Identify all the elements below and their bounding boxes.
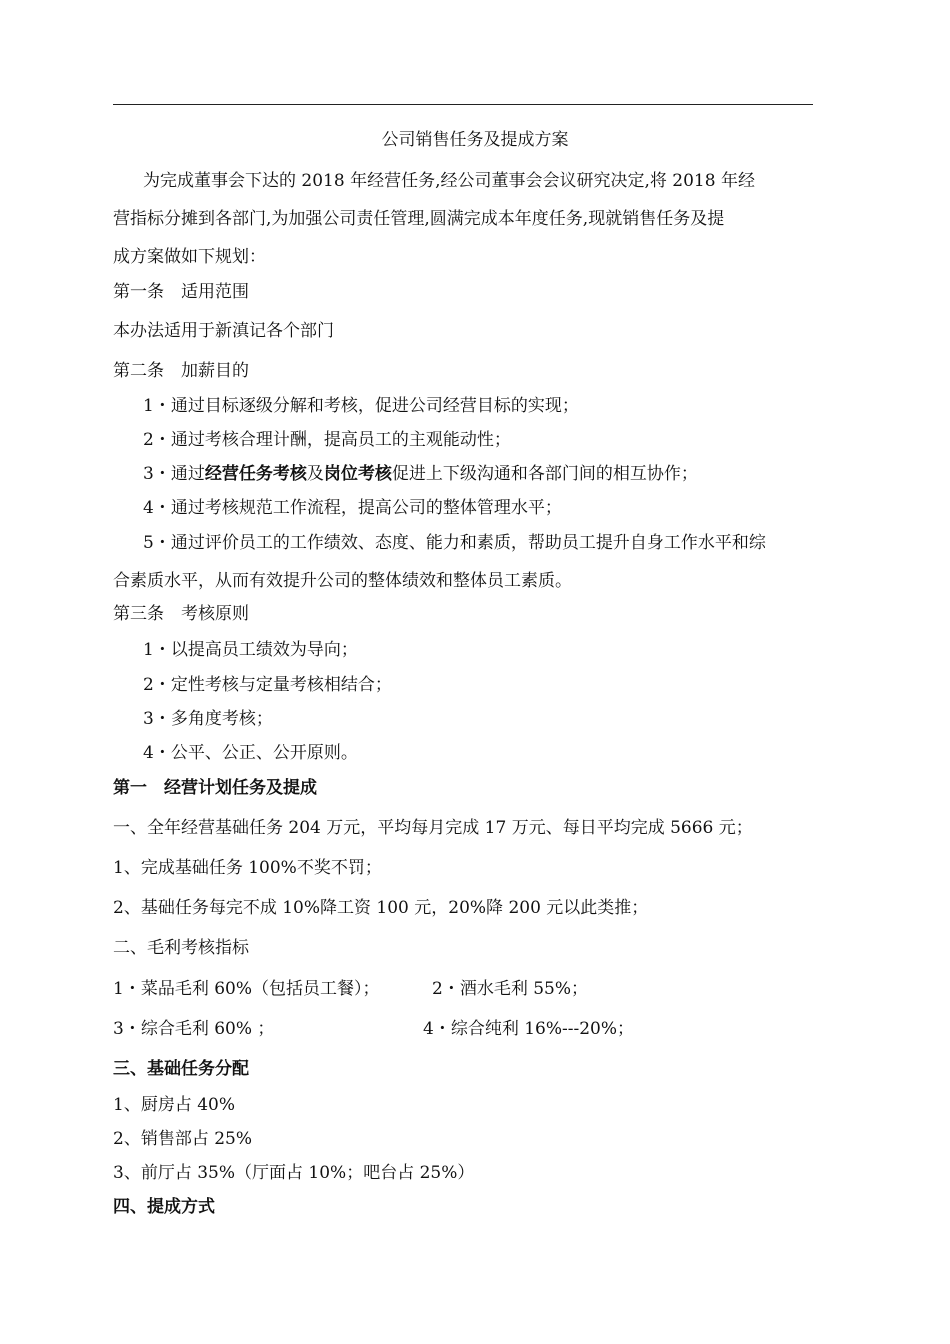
intro-line-3: 成方案做如下规划： [113, 247, 266, 267]
article2-item-3-mid: 及 [306, 464, 324, 484]
article1-text: 本办法适用于新滇记各个部门 [113, 321, 334, 341]
article3-item-4: 4・公平、公正、公开原则。 [143, 743, 358, 763]
metric-2: 2・酒水毛利 55%； [432, 979, 589, 999]
article3-heading: 第三条 考核原则 [113, 604, 249, 624]
article1-heading: 第一条 适用范围 [113, 282, 249, 302]
article2-item-5-line-2: 合素质水平，从而有效提升公司的整体绩效和整体员工素质。 [113, 571, 572, 591]
article2-item-3-bold-2: 岗位考核 [323, 464, 392, 484]
article3-item-3: 3・多角度考核； [143, 709, 273, 729]
header-rule [113, 104, 813, 105]
section4-heading: 四、提成方式 [113, 1197, 215, 1217]
intro-line-2: 营指标分摊到各部门,为加强公司责任管理,圆满完成本年度任务,现就销售任务及提 [113, 209, 725, 229]
intro-line-1: 为完成董事会下达的 2018 年经营任务,经公司董事会会议研究决定,将 2018 年经 [143, 171, 755, 191]
article2-item-3-prefix: 3・通过 [143, 464, 205, 484]
section1-line-1: 一、全年经营基础任务 204 万元，平均每月完成 17 万元、每日平均完成 5666 元； [113, 818, 753, 838]
article3-item-2: 2・定性考核与定量考核相结合； [143, 675, 392, 695]
article3-item-1: 1・以提高员工绩效为导向； [143, 640, 358, 660]
section1-heading: 第一 经营计划任务及提成 [113, 778, 317, 798]
section1-line-3: 2、基础任务每完不成 10%降工资 100 元，20%降 200 元以此类推； [113, 898, 649, 918]
section3-item-1: 1、厨房占 40% [113, 1095, 236, 1115]
metric-1: 1・菜品毛利 60%（包括员工餐）； [113, 979, 380, 999]
section3-heading: 三、基础任务分配 [113, 1059, 249, 1079]
section3-item-3: 3、前厅占 35%（厅面占 10%；吧台占 25%） [113, 1163, 475, 1183]
article2-heading: 第二条 加薪目的 [113, 361, 249, 381]
article2-item-4: 4・通过考核规范工作流程，提高公司的整体管理水平； [143, 498, 562, 518]
document-title: 公司销售任务及提成方案 [381, 130, 569, 150]
article2-item-1: 1・通过目标逐级分解和考核，促进公司经营目标的实现； [143, 396, 579, 416]
article2-item-5-line-1: 5・通过评价员工的工作绩效、态度、能力和素质，帮助员工提升自身工作水平和综 [143, 533, 766, 553]
metric-3: 3・综合毛利 60% ； [113, 1019, 275, 1039]
article2-item-3-suffix: 促进上下级沟通和各部门间的相互协作； [391, 464, 698, 484]
article2-item-2: 2・通过考核合理计酬，提高员工的主观能动性； [143, 430, 511, 450]
article2-item-3-bold-1: 经营任务考核 [204, 464, 307, 484]
article2-item-3 [143, 463, 698, 485]
metric-4: 4・综合纯利 16%---20%； [423, 1019, 635, 1039]
section1-line-2: 1、完成基础任务 100%不奖不罚； [113, 858, 382, 878]
section3-item-2: 2、销售部占 25% [113, 1129, 253, 1149]
section1-line-4: 二、毛利考核指标 [113, 938, 249, 958]
